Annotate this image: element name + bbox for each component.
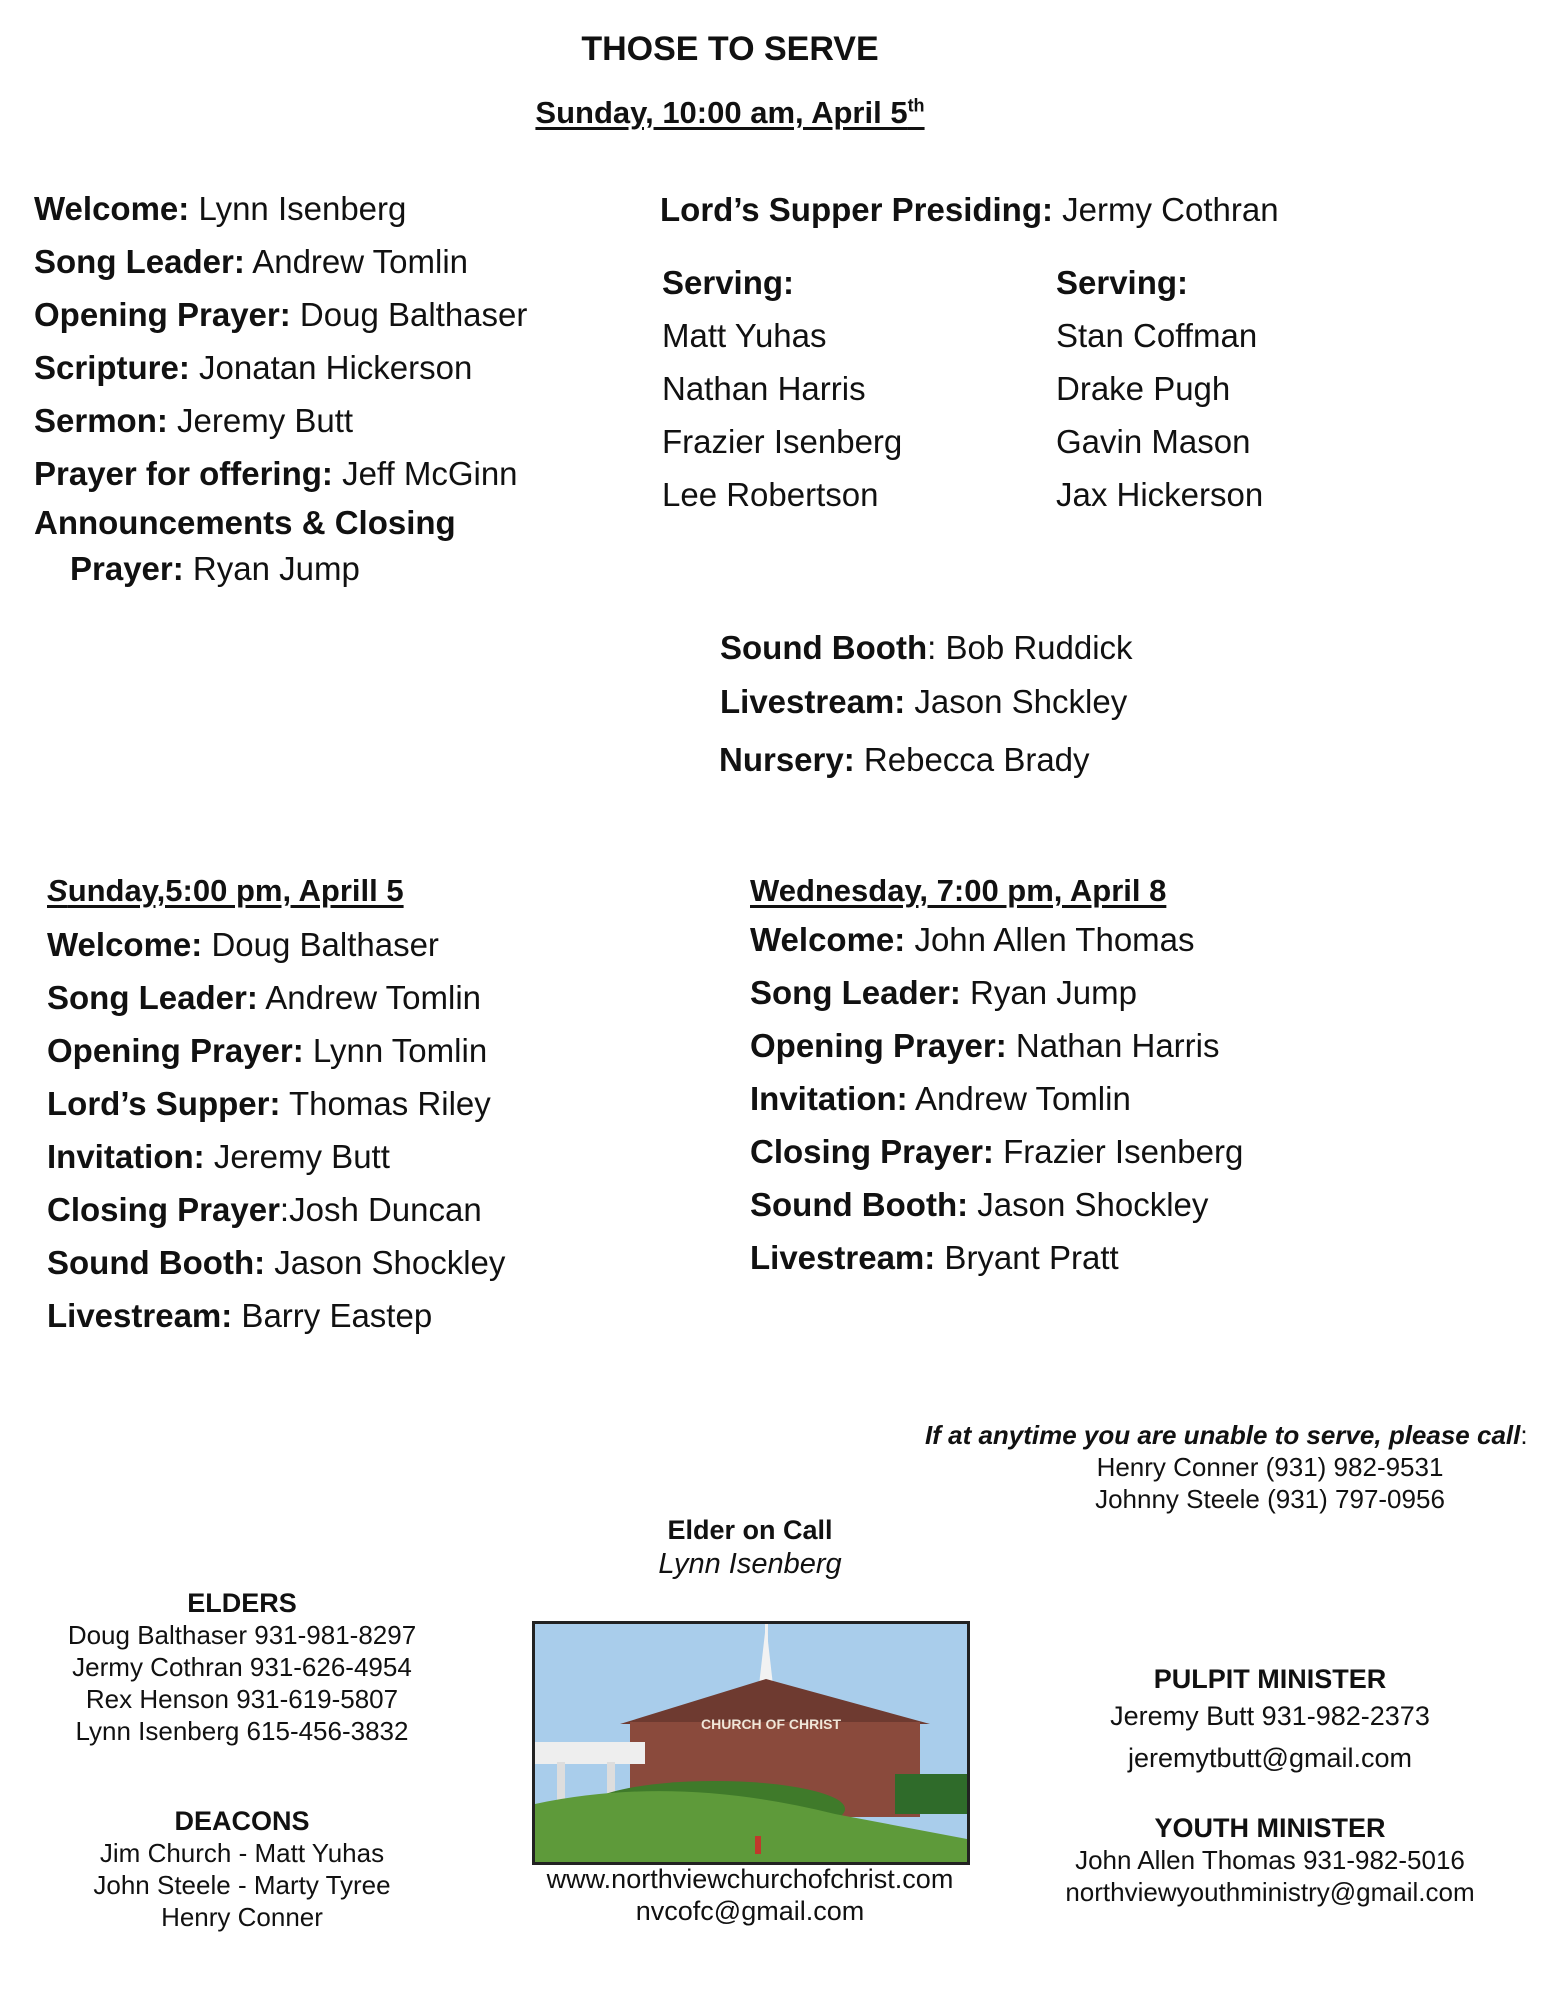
youth-minister: YOUTH MINISTER John Allen Thomas 931-982-5016 northviewyouthministry@gmail.com [1030, 1812, 1510, 1908]
unable-to-serve-note: If at anytime you are unable to serve, please call: [925, 1420, 1528, 1450]
role-row: Song Leader: Andrew Tomlin [34, 243, 469, 280]
role-row: Lord’s Supper: Thomas Riley [47, 1085, 491, 1122]
list-item: Matt Yuhas [662, 317, 827, 354]
service-heading-morning [0, 95, 1460, 131]
role-row: Prayer for offering: Jeff McGinn [34, 455, 518, 492]
service-heading-evening: Sunday,5:00 pm, Aprill 5 [47, 873, 404, 908]
evening-roles [47, 918, 505, 1342]
email-link[interactable]: northviewyouthministry@gmail.com [1065, 1877, 1475, 1907]
role-row: Closing Prayer:Josh Duncan [47, 1191, 482, 1228]
email-link[interactable]: jeremytbutt@gmail.com [1128, 1743, 1412, 1773]
role-row: Welcome: Lynn Isenberg [34, 190, 407, 227]
role-row: Sermon: Jeremy Butt [34, 402, 354, 439]
list-item: Jax Hickerson [1056, 476, 1264, 513]
wednesday-roles [750, 913, 1243, 1284]
tree [895, 1774, 967, 1814]
role-row: Closing Prayer: Frazier Isenberg [750, 1133, 1244, 1170]
list-item: Lee Robertson [662, 476, 879, 513]
list-item: Jermy Cothran 931-626-4954 [72, 1652, 412, 1682]
serving-list-right [1056, 256, 1263, 521]
serving-list-left [662, 256, 902, 521]
list-item: Stan Coffman [1056, 317, 1258, 354]
role-row: Sound Booth: Jason Shockley [750, 1186, 1209, 1223]
role-row: Opening Prayer: Lynn Tomlin [47, 1032, 488, 1069]
sound-booth-row: Sound Booth: Bob Ruddick [720, 629, 1133, 666]
church-sign: CHURCH OF CHRIST [701, 1716, 841, 1732]
list-item: Henry Conner [161, 1902, 323, 1932]
contact-line: Henry Conner (931) 982-9531 [1096, 1452, 1444, 1482]
canopy-post [557, 1762, 565, 1802]
hydrant [755, 1836, 761, 1854]
role-row: Invitation: Jeremy Butt [47, 1138, 390, 1175]
morning-roles [34, 182, 527, 592]
church-contact [480, 1863, 1020, 1927]
list-item: Doug Balthaser 931-981-8297 [67, 1620, 417, 1650]
announcements-row: Prayer: Ryan Jump [70, 550, 360, 587]
role-row: Livestream: Barry Eastep [47, 1297, 433, 1334]
role-row: Invitation: Andrew Tomlin [750, 1080, 1131, 1117]
elder-on-call: Elder on Call Lynn Isenberg [658, 1515, 842, 1580]
email-link[interactable]: nvcofc@gmail.com [635, 1896, 865, 1926]
list-item: Rex Henson 931-619-5807 [85, 1684, 399, 1714]
role-row: Opening Prayer: Doug Balthaser [34, 296, 528, 333]
role-row: Scripture: Jonatan Hickerson [34, 349, 473, 386]
elders-list: ELDERS Doug Balthaser 931-981-8297 Jermy Cothran 931-626-4954 Rex Henson 931-619-5807 Lynn Isenberg 615-456-3832 [42, 1587, 442, 1747]
canopy [535, 1742, 645, 1764]
church-building-illustration [535, 1624, 967, 1862]
role-row: Opening Prayer: Nathan Harris [750, 1027, 1220, 1064]
deacons-list: DEACONS Jim Church - Matt Yuhas John Steele - Marty Tyree Henry Conner [42, 1805, 442, 1933]
contact-line: Johnny Steele (931) 797-0956 [1095, 1484, 1445, 1514]
list-item: Drake Pugh [1056, 370, 1231, 407]
list-item: Frazier Isenberg [662, 423, 903, 460]
serving-heading: Serving: [1056, 264, 1189, 301]
service-heading-wednesday: Wednesday, 7:00 pm, April 8 [750, 873, 1167, 908]
list-item: Lynn Isenberg 615-456-3832 [75, 1716, 409, 1746]
website-link[interactable]: www.northviewchurchofchrist.com [546, 1864, 954, 1894]
page-title: THOSE TO SERVE [581, 30, 879, 68]
pulpit-minister: PULPIT MINISTER Jeremy Butt 931-982-2373 jeremytbutt@gmail.com [1060, 1663, 1480, 1779]
role-row: Welcome: John Allen Thomas [750, 921, 1195, 958]
role-row: Sound Booth: Jason Shockley [47, 1244, 506, 1281]
role-row: Song Leader: Andrew Tomlin [47, 979, 482, 1016]
role-row: Livestream: Bryant Pratt [750, 1239, 1119, 1276]
list-item: Gavin Mason [1056, 423, 1251, 460]
nursery-row: Nursery: Rebecca Brady [719, 741, 1090, 778]
list-item: Jim Church - Matt Yuhas [99, 1838, 385, 1868]
role-row: Welcome: Doug Balthaser [47, 926, 439, 963]
list-item: John Steele - Marty Tyree [93, 1870, 391, 1900]
lords-supper-presiding: Lord’s Supper Presiding: Jermy Cothran [660, 191, 1279, 228]
service-date: Sunday, 10:00 am, April 5th [535, 95, 925, 130]
list-item: Nathan Harris [662, 370, 866, 407]
church-photo [532, 1621, 970, 1865]
livestream-row: Livestream: Jason Shckley [720, 683, 1128, 720]
serving-heading: Serving: [662, 264, 795, 301]
unable-contacts [1020, 1451, 1520, 1515]
role-row: Song Leader: Ryan Jump [750, 974, 1137, 1011]
announcements-label: Announcements & Closing [34, 504, 456, 541]
